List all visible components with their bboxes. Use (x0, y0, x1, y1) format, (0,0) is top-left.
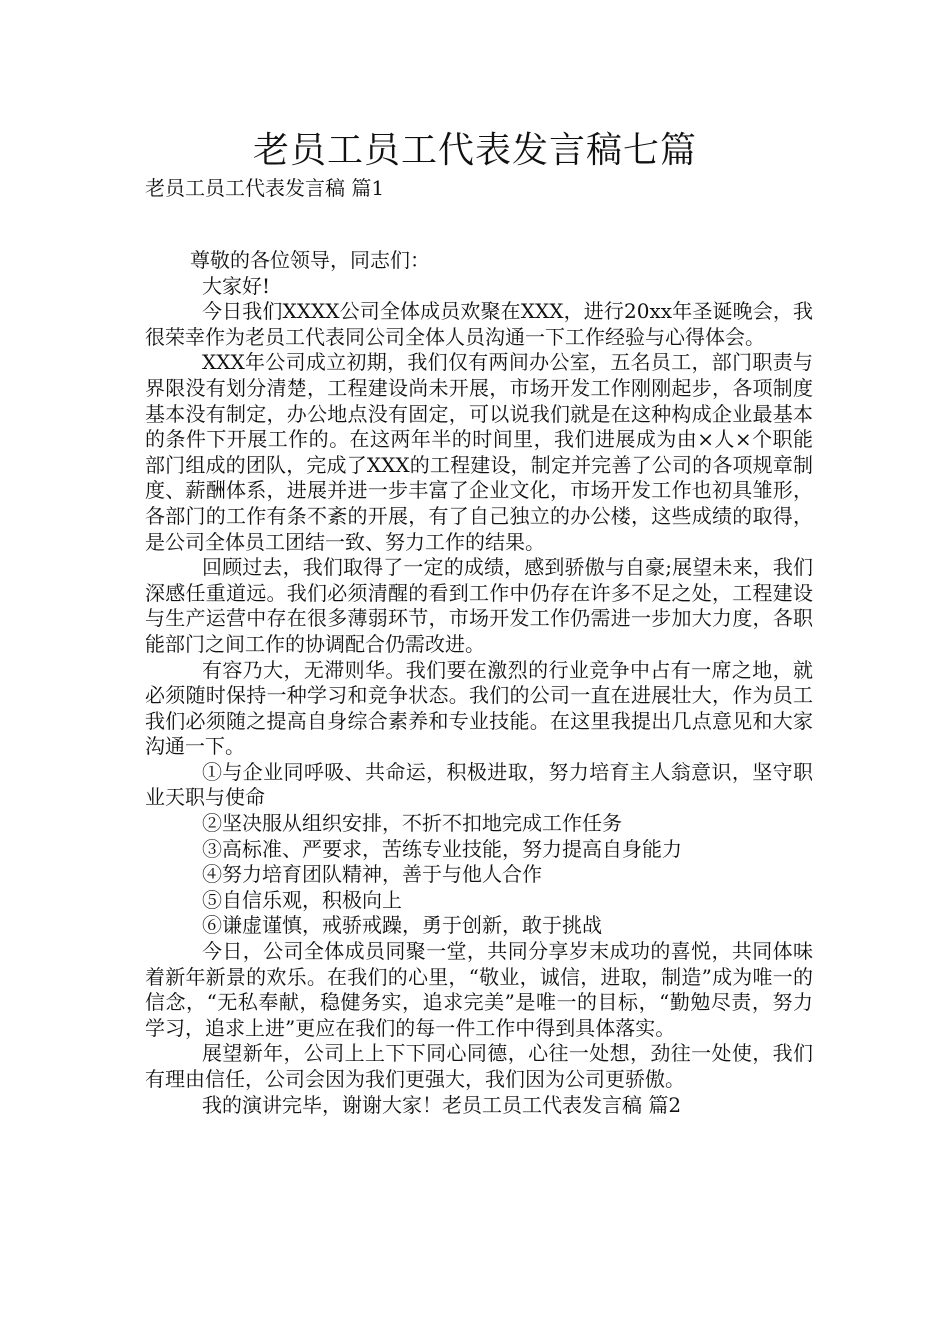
section-heading: 老员工员工代表发言稿 篇1 (145, 176, 385, 200)
list-item: ①与企业同呼吸、共命运，积极进取，努力培育主人翁意识，坚守职业天职与使命 (145, 759, 813, 810)
paragraph: 展望新年，公司上上下下同心同德，心往一处想，劲往一处使，我们有理由信任，公司会因为我们更强大，我们因为公司更骄傲。 (145, 1041, 813, 1091)
list-item: ②坚决服从组织安排，不折不扣地完成工作任务 (202, 811, 622, 836)
paragraph: 今日，公司全体成员同聚一堂，共同分享岁末成功的喜悦，共同体味着新年新景的欢乐。在我们的心里，“敬业，诚信，进取，制造”成为唯一的信念，“无私奉献，稳健务实，追求完美”是唯一的目标，“勤勉尽责，努力学习，追求上进”更应在我们的每一件工作中得到具体落实。 (145, 939, 813, 1040)
greeting: 大家好! (202, 273, 271, 298)
paragraph: 回顾过去，我们取得了一定的成绩，感到骄傲与自豪;展望未来，我们深感任重道远。我们必须清醒的看到工作中仍存在许多不足之处，工程建设与生产运营中存在很多薄弱环节，市场开发工作仍需进一步加大力度，各职能部门之间工作的协调配合仍需改进。 (145, 555, 813, 656)
paragraph: XXX年公司成立初期，我们仅有两间办公室，五名员工，部门职责与界限没有划分清楚，工程建设尚未开展，市场开发工作刚刚起步，各项制度基本没有制定，办公地点没有固定，可以说我们就是在这种构成企业最基本的条件下开展工作的。在这两年半的时间里，我们进展成为由×人×个职能部门组成的团队，完成了XXX的工程建设，制定并完善了公司的各项规章制度、薪酬体系，进展并进一步丰富了企业文化，市场开发工作也初具雏形，各部门的工作有条不紊的开展，有了自己独立的办公楼，这些成绩的取得，是公司全体员工团结一致、努力工作的结果。 (145, 350, 813, 554)
list-item: ⑥谦虚谨慎，戒骄戒躁，勇于创新，敢于挑战 (202, 913, 602, 938)
document-title: 老员工员工代表发言稿七篇 (252, 130, 697, 171)
salutation: 尊敬的各位领导，同志们： (190, 248, 430, 272)
document-body (145, 248, 813, 1118)
closing-line: 我的演讲完毕，谢谢大家！老员工员工代表发言稿 篇2 (202, 1092, 682, 1117)
list-item: ⑤自信乐观，积极向上 (202, 887, 402, 912)
paragraph: 有容乃大，无滞则华。我们要在激烈的行业竞争中占有一席之地，就必须随时保持一种学习和竞争状态。我们的公司一直在进展壮大，作为员工我们必须随之提高自身综合素养和专业技能。在这里我提出几点意见和大家沟通一下。 (145, 657, 813, 759)
list-item: ③高标准、严要求，苦练专业技能，努力提高自身能力 (202, 836, 682, 861)
paragraph: 今日我们XXXX公司全体成员欢聚在XXX，进行20xx年圣诞晚会，我很荣幸作为老员工代表同公司全体人员沟通一下工作经验与心得体会。 (145, 299, 813, 349)
list-item: ④努力培育团队精神，善于与他人合作 (202, 862, 542, 887)
